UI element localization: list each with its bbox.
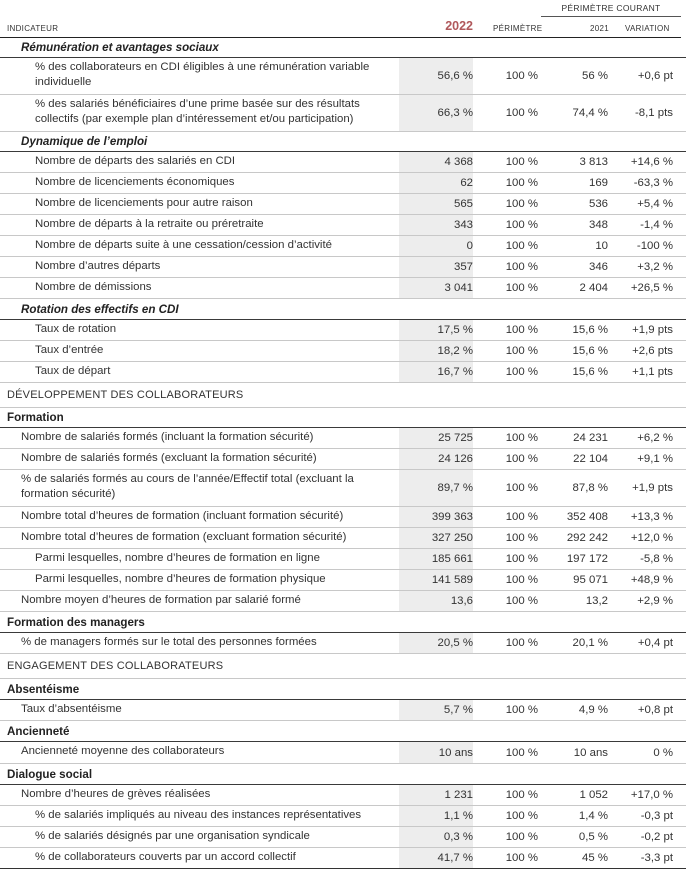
- variation-cell-text: -1,4 %: [640, 219, 673, 231]
- variation-cell-text: +12,0 %: [630, 532, 673, 544]
- value-2021-cell: [540, 806, 608, 826]
- perimetre-cell: [474, 470, 538, 506]
- value-2021-cell-text: 15,6 %: [572, 324, 608, 336]
- row-label: Nombre de licenciements économiques: [35, 175, 235, 188]
- variation-cell-text: -5,8 %: [640, 553, 673, 565]
- table-row: [0, 591, 686, 612]
- value-2022-cell: [399, 257, 473, 277]
- table-row: [0, 236, 686, 257]
- variation-cell: [610, 700, 673, 720]
- section-heading-row: [0, 132, 686, 152]
- value-2021-cell: [540, 528, 608, 548]
- variation-cell: [610, 95, 673, 131]
- table-row: [0, 785, 686, 806]
- value-2022-cell-text: 41,7 %: [437, 852, 473, 864]
- perimetre-cell: [474, 428, 538, 448]
- table-row: [0, 194, 686, 215]
- category-caption: ENGAGEMENT DES COLLABORATEURS: [7, 659, 224, 672]
- variation-cell-text: 0 %: [653, 746, 673, 759]
- value-2021-cell-text: 3 813: [579, 156, 608, 168]
- row-label: % de salariés désignés par une organisation syndicale: [35, 829, 310, 842]
- row-label: Taux de départ: [35, 364, 111, 377]
- value-2021-cell-text: 15,6 %: [572, 345, 608, 357]
- section-heading: Formation: [7, 411, 64, 424]
- value-2021-cell-text: 197 172: [566, 553, 608, 565]
- category-caption-row: [0, 654, 686, 679]
- row-label: Nombre d’heures de grèves réalisées: [21, 787, 211, 800]
- value-2021-cell: [540, 742, 608, 763]
- perimetre-cell-text: 100 %: [505, 595, 538, 607]
- table-row: [0, 470, 686, 507]
- perimetre-cell: [474, 278, 538, 298]
- variation-cell-text: +13,3 %: [630, 511, 673, 523]
- variation-cell-text: +1,9 pts: [632, 482, 673, 494]
- value-2022-cell-text: 16,7 %: [437, 366, 473, 378]
- table-row: [0, 528, 686, 549]
- perimetre-cell-text: 100 %: [505, 240, 538, 252]
- value-2021-cell: [540, 591, 608, 611]
- variation-cell-text: +17,0 %: [630, 789, 673, 801]
- value-2022-cell-text: 3 041: [444, 282, 473, 294]
- section-heading-row: [0, 612, 686, 633]
- value-2022-cell: [399, 785, 473, 805]
- variation-cell: [610, 152, 673, 172]
- variation-cell: [610, 236, 673, 256]
- variation-cell-text: +2,6 pts: [632, 345, 673, 357]
- value-2021-cell: [540, 278, 608, 298]
- variation-cell: [610, 785, 673, 805]
- table-row: [0, 173, 686, 194]
- value-2021-cell: [540, 236, 608, 256]
- value-2022-cell: [399, 470, 473, 506]
- value-2021-cell-text: 13,2: [585, 595, 608, 607]
- value-2022-cell-text: 89,7 %: [437, 482, 473, 494]
- perimetre-cell-text: 100 %: [505, 704, 538, 716]
- value-2021-cell-text: 536: [588, 198, 608, 210]
- perimetre-cell-text: 100 %: [505, 532, 538, 544]
- value-2021-cell: [540, 320, 608, 340]
- perimetre-cell: [474, 173, 538, 193]
- value-2022-cell-text: 327 250: [431, 532, 473, 544]
- section-heading-row: [0, 408, 686, 428]
- value-2022-cell: [399, 827, 473, 847]
- variation-cell-text: -100 %: [636, 240, 673, 252]
- value-2022-cell-text: 20,5 %: [437, 637, 473, 649]
- row-label: Parmi lesquelles, nombre d’heures de formation physique: [35, 572, 326, 585]
- perimetre-cell-text: 100 %: [505, 345, 538, 357]
- perimetre-cell-text: 100 %: [505, 637, 538, 649]
- variation-cell: [610, 362, 673, 382]
- variation-cell-text: +3,2 %: [637, 261, 673, 273]
- perimetre-cell: [474, 848, 538, 868]
- value-2021-cell: [540, 507, 608, 527]
- variation-cell: [610, 570, 673, 590]
- value-2021-cell: [540, 194, 608, 214]
- table-row: [0, 320, 686, 341]
- section-heading-row: [0, 764, 686, 785]
- row-label: Taux de rotation: [35, 322, 117, 335]
- row-label: % des salariés bénéficiaires d’une prime basée sur des résultats collectifs (par exemple plan d’intéressement et/ou participation): [35, 98, 360, 125]
- value-2022-cell-text: 565: [453, 198, 473, 210]
- perimetre-cell-text: 100 %: [505, 831, 538, 843]
- variation-cell-text: +14,6 %: [630, 156, 673, 168]
- value-2021-cell: [540, 633, 608, 653]
- perimetre-cell: [474, 449, 538, 469]
- row-label: Nombre de licenciements pour autre raison: [35, 196, 253, 209]
- perimetre-cell-text: 100 %: [505, 198, 538, 210]
- value-2022-cell: [399, 320, 473, 340]
- perimetre-courant-rule: [541, 16, 681, 17]
- perimetre-cell-text: 100 %: [505, 219, 538, 231]
- row-label: Ancienneté moyenne des collaborateurs: [21, 745, 225, 757]
- variation-cell: [610, 633, 673, 653]
- value-2022-cell: [399, 528, 473, 548]
- table-row: [0, 215, 686, 236]
- value-2021-cell: [540, 700, 608, 720]
- variation-cell: [610, 173, 673, 193]
- section-heading: Rémunération et avantages sociaux: [21, 41, 219, 54]
- value-2022-cell-text: 66,3 %: [437, 107, 473, 119]
- table-row: [0, 742, 686, 764]
- section-heading: Dynamique de l’emploi: [21, 135, 148, 148]
- value-2021-cell-text: 4,9 %: [578, 704, 608, 716]
- row-label: Nombre d’autres départs: [35, 259, 161, 272]
- value-2022-cell: [399, 633, 473, 653]
- perimetre-cell-text: 100 %: [505, 432, 538, 444]
- variation-cell: [610, 806, 673, 826]
- variation-cell-text: +0,8 pt: [637, 704, 673, 716]
- table-row: [0, 58, 686, 95]
- perimetre-cell: [474, 549, 538, 569]
- value-2021-cell-text: 45 %: [582, 852, 608, 864]
- value-2021-cell: [540, 215, 608, 235]
- section-heading: Rotation des effectifs en CDI: [21, 302, 179, 316]
- row-label: % de salariés formés au cours de l’année/Effectif total (excluant la formation sécurité): [21, 473, 354, 500]
- table-row: [0, 428, 686, 449]
- value-2021-cell: [540, 362, 608, 382]
- section-heading-row: [0, 38, 686, 58]
- variation-cell-text: +48,9 %: [630, 574, 673, 586]
- variation-cell-text: -8,1 pts: [635, 107, 673, 119]
- perimetre-cell: [474, 320, 538, 340]
- value-2022-cell-text: 357: [453, 261, 473, 273]
- variation-cell-text: +2,9 %: [637, 595, 673, 607]
- perimetre-cell: [474, 591, 538, 611]
- value-2021-cell-text: 87,8 %: [572, 482, 608, 494]
- section-heading-row: [0, 299, 686, 320]
- variation-cell: [610, 320, 673, 340]
- row-label: Nombre de démissions: [35, 280, 152, 293]
- row-label: % de collaborateurs couverts par un accord collectif: [35, 850, 296, 863]
- table-row: [0, 549, 686, 570]
- value-2021-cell: [540, 827, 608, 847]
- value-2022-cell: [399, 362, 473, 382]
- perimetre-courant-caption: PÉRIMÈTRE COURANT: [561, 3, 661, 13]
- section-heading: Ancienneté: [7, 724, 70, 738]
- perimetre-cell: [474, 215, 538, 235]
- perimetre-cell-text: 100 %: [505, 453, 538, 465]
- table-row: [0, 95, 686, 132]
- value-2022-cell: [399, 507, 473, 527]
- table-row: [0, 827, 686, 848]
- perimetre-cell: [474, 257, 538, 277]
- value-2021-cell: [540, 173, 608, 193]
- table-body: [0, 38, 686, 869]
- perimetre-cell: [474, 507, 538, 527]
- value-2021-cell-text: 24 231: [573, 432, 608, 444]
- indicateur-header: INDICATEUR: [7, 24, 59, 33]
- table-row: [0, 633, 686, 654]
- value-2021-cell: [540, 428, 608, 448]
- variation-cell-text: +0,6 pt: [637, 70, 673, 82]
- perimetre-cell: [474, 194, 538, 214]
- variation-cell-text: +0,4 pt: [637, 637, 673, 649]
- value-2022-cell-text: 399 363: [431, 511, 473, 523]
- perimetre-cell: [474, 570, 538, 590]
- perimetre-cell: [474, 633, 538, 653]
- value-2022-cell: [399, 449, 473, 469]
- value-2022-cell: [399, 570, 473, 590]
- section-heading-row: [0, 721, 686, 742]
- value-2022-cell-text: 1,1 %: [443, 810, 473, 822]
- perimetre-cell-text: 100 %: [505, 852, 538, 864]
- year-2021-header: 2021: [590, 24, 609, 33]
- value-2021-cell-text: 10 ans: [573, 746, 608, 759]
- value-2022-cell: [399, 58, 473, 94]
- value-2022-cell-text: 343: [453, 219, 473, 231]
- value-2022-cell: [399, 700, 473, 720]
- table-row: [0, 570, 686, 591]
- value-2022-cell: [399, 194, 473, 214]
- value-2021-cell: [540, 95, 608, 131]
- variation-cell: [610, 742, 673, 763]
- value-2022-cell: [399, 806, 473, 826]
- value-2021-cell: [540, 470, 608, 506]
- value-2022-cell: [399, 341, 473, 361]
- row-label: % de salariés impliqués au niveau des instances représentatives: [35, 808, 362, 821]
- section-heading: Formation des managers: [7, 615, 145, 629]
- table-header: [0, 0, 686, 38]
- variation-cell-text: +9,1 %: [637, 453, 673, 465]
- perimetre-cell: [474, 827, 538, 847]
- variation-cell: [610, 257, 673, 277]
- value-2022-cell-text: 0: [466, 240, 473, 252]
- perimetre-cell-text: 100 %: [505, 282, 538, 294]
- perimetre-cell-text: 100 %: [505, 789, 538, 801]
- value-2021-cell: [540, 570, 608, 590]
- category-caption: DÉVELOPPEMENT DES COLLABORATEURS: [7, 388, 244, 401]
- value-2021-cell: [540, 785, 608, 805]
- perimetre-cell-text: 100 %: [505, 107, 538, 119]
- row-label: % de managers formés sur le total des personnes formées: [21, 635, 317, 648]
- variation-cell-text: -63,3 %: [633, 177, 673, 189]
- row-label: Nombre total d’heures de formation (incluant formation sécurité): [21, 509, 344, 522]
- table-row: [0, 507, 686, 528]
- perimetre-cell-text: 100 %: [505, 511, 538, 523]
- variation-header: VARIATION: [625, 24, 670, 33]
- table-row: [0, 341, 686, 362]
- value-2022-cell-text: 4 368: [444, 156, 473, 168]
- variation-cell-text: +26,5 %: [630, 282, 673, 294]
- value-2022-cell-text: 13,6: [450, 595, 473, 607]
- value-2022-cell: [399, 215, 473, 235]
- perimetre-cell: [474, 152, 538, 172]
- value-2022-cell: [399, 95, 473, 131]
- row-label: Nombre de salariés formés (excluant la formation sécurité): [21, 451, 317, 464]
- value-2021-cell-text: 10: [595, 240, 608, 252]
- value-2021-cell: [540, 257, 608, 277]
- table-row: [0, 848, 686, 869]
- value-2021-cell-text: 346: [588, 261, 608, 273]
- value-2022-cell: [399, 742, 473, 763]
- variation-cell-text: +1,9 pts: [632, 324, 673, 336]
- row-label: Nombre de départs suite à une cessation/cession d’activité: [35, 238, 332, 251]
- value-2022-cell-text: 1 231: [444, 789, 473, 801]
- row-label: Nombre de départs des salariés en CDI: [35, 154, 236, 167]
- row-label: Nombre de salariés formés (incluant la formation sécurité): [21, 430, 314, 443]
- table-row: [0, 806, 686, 827]
- table-row: [0, 362, 686, 383]
- variation-cell: [610, 549, 673, 569]
- perimetre-cell-text: 100 %: [505, 156, 538, 168]
- perimetre-cell: [474, 806, 538, 826]
- row-label: Parmi lesquelles, nombre d’heures de formation en ligne: [35, 551, 320, 564]
- perimetre-cell: [474, 528, 538, 548]
- variation-cell: [610, 528, 673, 548]
- value-2022-cell-text: 18,2 %: [437, 345, 473, 357]
- perimetre-cell: [474, 700, 538, 720]
- section-heading-row: [0, 679, 686, 700]
- value-2021-cell-text: 56 %: [582, 70, 608, 82]
- year-2022-header: 2022: [445, 19, 473, 33]
- row-label: Nombre total d’heures de formation (excluant formation sécurité): [21, 530, 347, 543]
- variation-cell-text: -0,2 pt: [640, 831, 673, 843]
- value-2021-cell-text: 352 408: [566, 511, 608, 523]
- perimetre-cell: [474, 95, 538, 131]
- value-2022-cell: [399, 428, 473, 448]
- variation-cell: [610, 341, 673, 361]
- value-2022-cell-text: 0,3 %: [443, 831, 473, 843]
- value-2022-cell-text: 141 589: [431, 574, 473, 586]
- value-2022-cell-text: 17,5 %: [437, 324, 473, 336]
- variation-cell: [610, 428, 673, 448]
- value-2022-cell-text: 5,7 %: [443, 704, 473, 716]
- value-2021-cell-text: 22 104: [573, 453, 608, 465]
- perimetre-cell-text: 100 %: [505, 324, 538, 336]
- value-2022-cell-text: 25 725: [438, 432, 473, 444]
- perimetre-cell-text: 100 %: [505, 810, 538, 822]
- variation-cell: [610, 194, 673, 214]
- value-2022-cell: [399, 173, 473, 193]
- value-2021-cell-text: 1,4 %: [578, 810, 608, 822]
- variation-cell-text: +5,4 %: [637, 198, 673, 210]
- section-heading: Dialogue social: [7, 767, 93, 781]
- value-2021-cell: [540, 152, 608, 172]
- perimetre-cell: [474, 236, 538, 256]
- value-2021-cell-text: 0,5 %: [578, 831, 608, 843]
- variation-cell: [610, 58, 673, 94]
- variation-cell-text: -0,3 pt: [640, 810, 673, 822]
- value-2021-cell: [540, 58, 608, 94]
- value-2021-cell-text: 1 052: [579, 789, 608, 801]
- table-row: [0, 257, 686, 278]
- value-2021-cell: [540, 341, 608, 361]
- value-2021-cell: [540, 449, 608, 469]
- variation-cell: [610, 848, 673, 868]
- table-row: [0, 278, 686, 299]
- value-2021-cell-text: 2 404: [579, 282, 608, 294]
- variation-cell-text: +6,2 %: [637, 432, 673, 444]
- value-2022-cell: [399, 549, 473, 569]
- variation-cell: [610, 215, 673, 235]
- value-2021-cell-text: 20,1 %: [572, 637, 608, 649]
- perimetre-header: PÉRIMÈTRE: [493, 24, 543, 33]
- value-2022-cell-text: 56,6 %: [437, 70, 473, 82]
- perimetre-cell-text: 100 %: [505, 746, 538, 759]
- table-row: [0, 700, 686, 721]
- row-label: Taux d’absentéisme: [21, 702, 122, 715]
- variation-cell: [610, 449, 673, 469]
- perimetre-cell-text: 100 %: [505, 482, 538, 494]
- value-2021-cell-text: 74,4 %: [572, 107, 608, 119]
- row-label: Nombre de départs à la retraite ou préretraite: [35, 217, 264, 230]
- variation-cell: [610, 470, 673, 506]
- value-2022-cell-text: 62: [460, 177, 473, 189]
- value-2022-cell-text: 24 126: [438, 453, 473, 465]
- perimetre-cell-text: 100 %: [505, 70, 538, 82]
- value-2022-cell: [399, 278, 473, 298]
- perimetre-cell: [474, 362, 538, 382]
- perimetre-cell: [474, 742, 538, 763]
- value-2021-cell-text: 15,6 %: [572, 366, 608, 378]
- row-label: Taux d’entrée: [35, 343, 104, 356]
- perimetre-cell: [474, 785, 538, 805]
- variation-cell: [610, 507, 673, 527]
- category-caption-row: [0, 383, 686, 408]
- value-2022-cell: [399, 236, 473, 256]
- perimetre-cell-text: 100 %: [505, 261, 538, 273]
- table-row: [0, 152, 686, 173]
- value-2021-cell-text: 95 071: [573, 574, 608, 586]
- variation-cell: [610, 591, 673, 611]
- row-label: % des collaborateurs en CDI éligibles à une rémunération variable individuelle: [35, 61, 370, 88]
- value-2021-cell-text: 292 242: [566, 532, 608, 544]
- perimetre-cell: [474, 341, 538, 361]
- value-2021-cell: [540, 848, 608, 868]
- section-heading: Absentéisme: [7, 682, 80, 696]
- value-2021-cell-text: 169: [588, 177, 608, 189]
- value-2021-cell: [540, 549, 608, 569]
- row-label: Nombre moyen d’heures de formation par salarié formé: [21, 593, 301, 606]
- value-2022-cell: [399, 591, 473, 611]
- table-row: [0, 449, 686, 470]
- perimetre-cell-text: 100 %: [505, 177, 538, 189]
- value-2022-cell: [399, 152, 473, 172]
- value-2022-cell: [399, 848, 473, 868]
- variation-cell: [610, 827, 673, 847]
- perimetre-cell-text: 100 %: [505, 366, 538, 378]
- perimetre-cell: [474, 58, 538, 94]
- variation-cell-text: +1,1 pts: [632, 366, 673, 378]
- value-2022-cell-text: 185 661: [431, 553, 473, 565]
- perimetre-cell-text: 100 %: [505, 553, 538, 565]
- value-2021-cell-text: 348: [588, 219, 608, 231]
- perimetre-cell-text: 100 %: [505, 574, 538, 586]
- value-2022-cell-text: 10 ans: [438, 746, 473, 759]
- variation-cell: [610, 278, 673, 298]
- variation-cell-text: -3,3 pt: [640, 852, 673, 864]
